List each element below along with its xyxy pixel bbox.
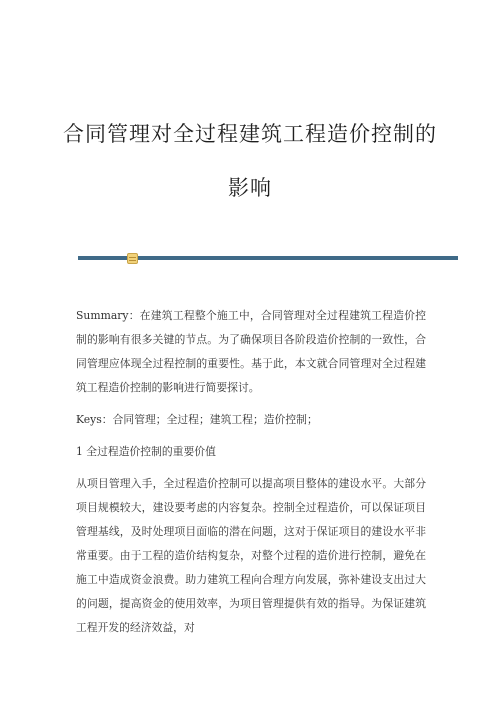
keys-paragraph: Keys：合同管理；全过程；建筑工程；造价控制； <box>76 413 318 426</box>
document-title-line-1: 合同管理对全过程建筑工程造价控制的 <box>63 122 437 146</box>
document-title-line-2: 影响 <box>228 176 272 200</box>
document-body <box>76 304 426 648</box>
document-badge-icon <box>127 253 138 264</box>
summary-paragraph: Summary：在建筑工程整个施工中，合同管理对全过程建筑工程造价控制的影响有很多关键的节点。为了确保项目各阶段造价控制的一致性，合同管理应体现全过程控制的重要性。基于此，本文就合同管理对全过程建筑工程造价控制的影响进行简要探讨。 <box>76 309 426 394</box>
section-1-body: 从项目管理入手，全过程造价控制可以提高项目整体的建设水平。大部分项目规模较大，建设要考虑的内容复杂。控制全过程造价，可以保证项目管理基线，及时处理项目面临的潜在问题，这对于保证项目的建设水平非常重要。由于工程的造价结构复杂，对整个过程的造价进行控制，避免在施工中造成资金浪费。助力建筑工程向合理方向发展，弥补建设支出过大的问题，提高资金的使用效率，为项目管理提供有效的指导。为保证建筑工程开发的经济效益，对 <box>76 477 426 634</box>
section-1-heading: 1 全过程造价控制的重要价值 <box>76 445 216 458</box>
